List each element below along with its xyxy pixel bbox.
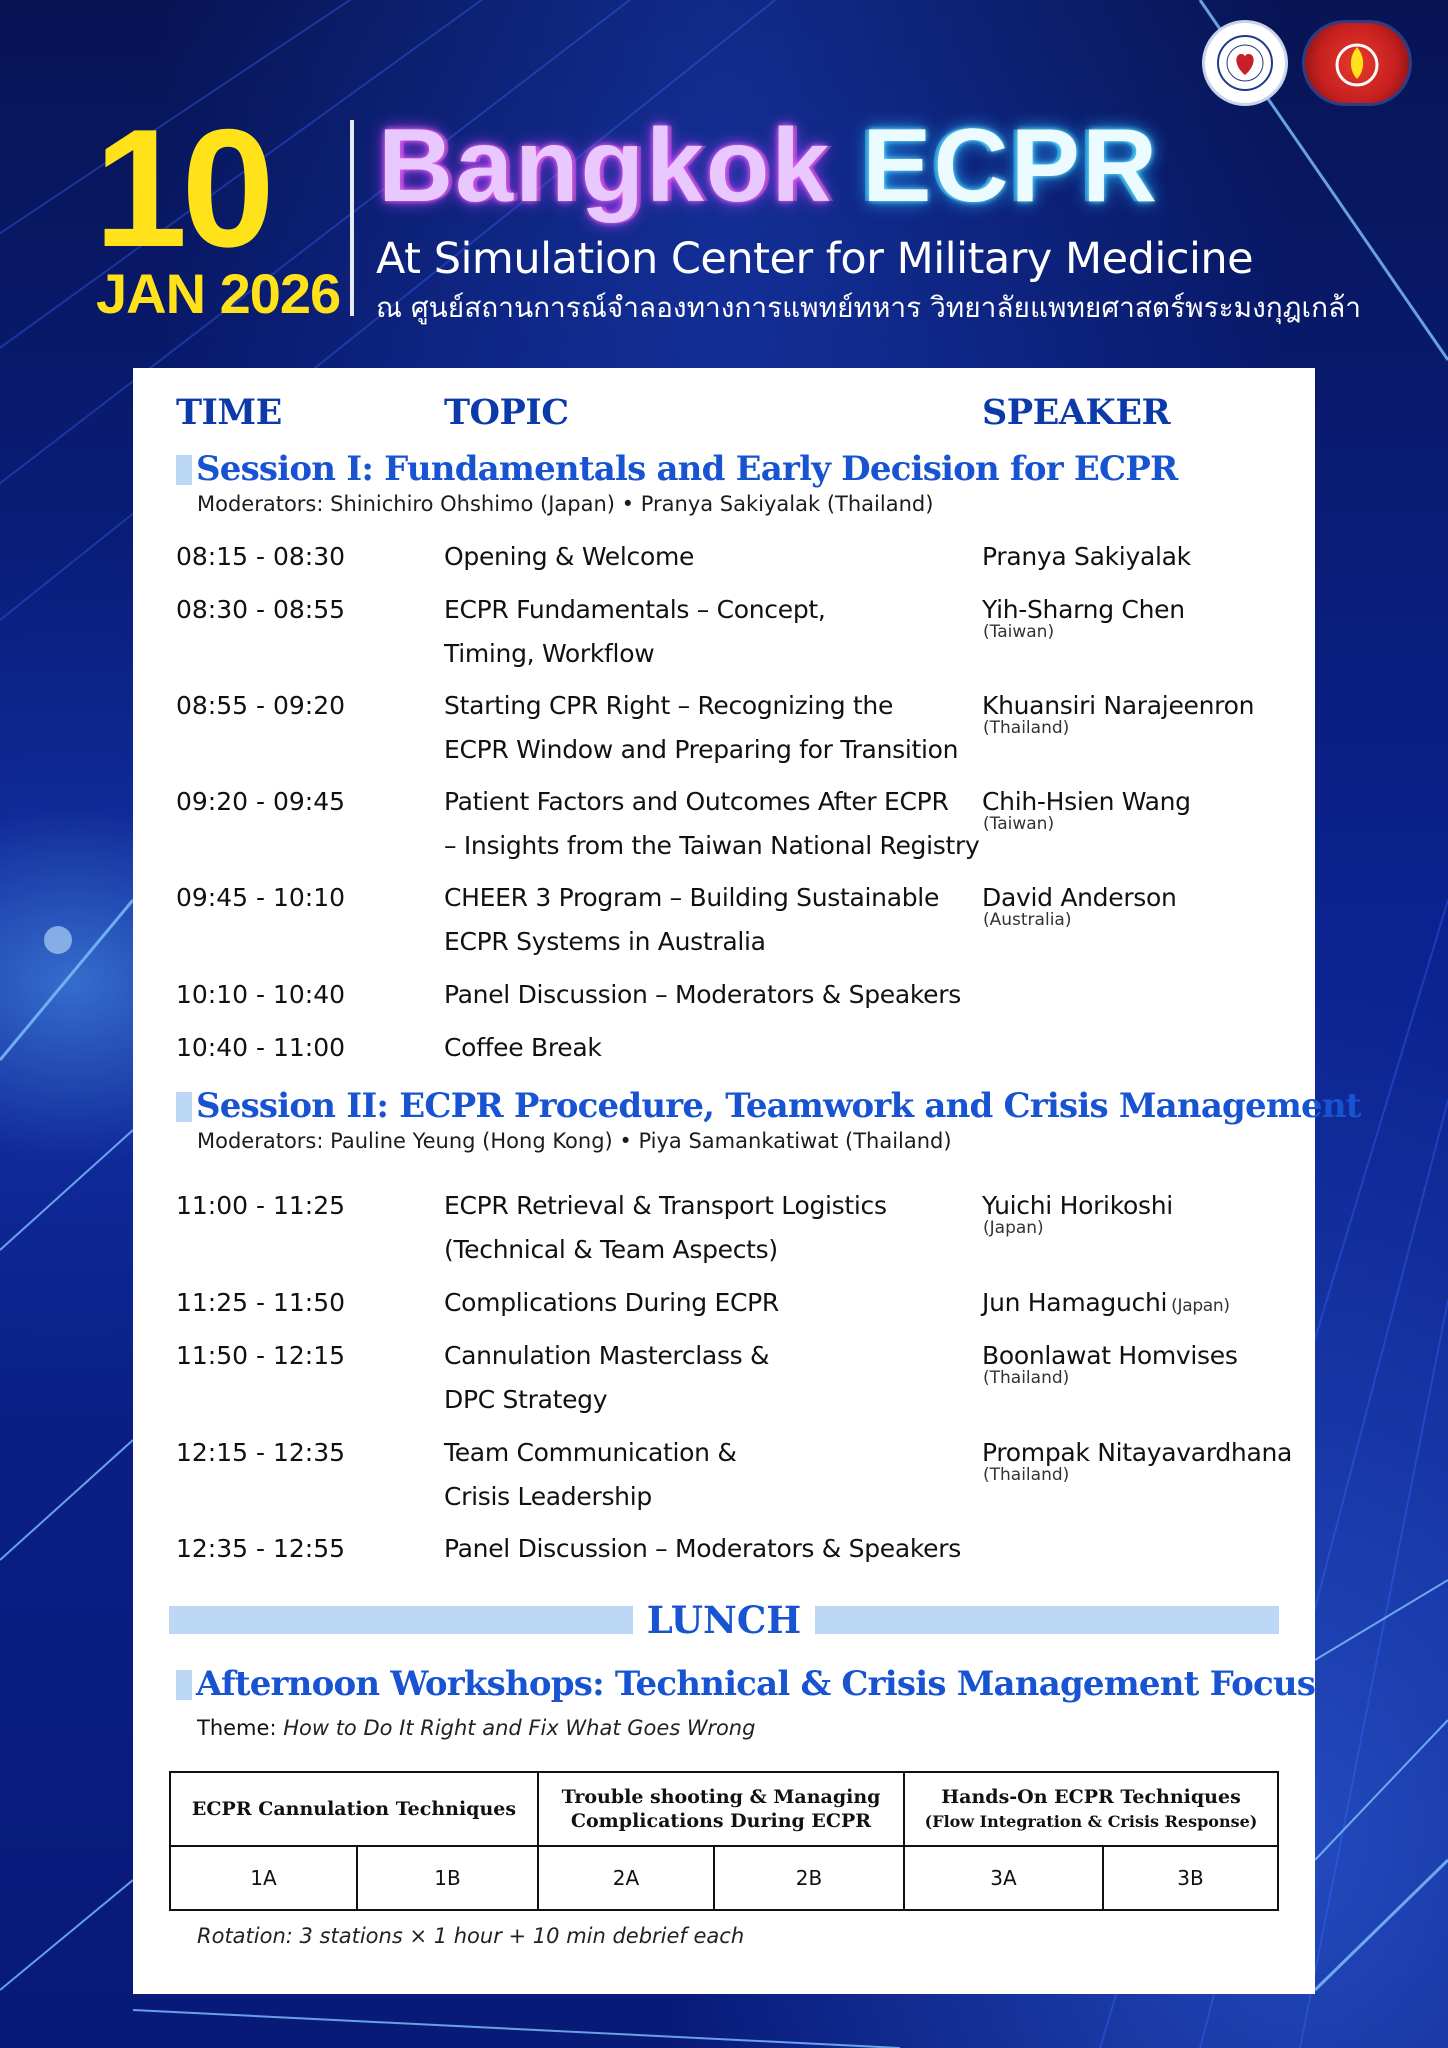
workshops-title: Afternoon Workshops: Technical & Crisis Management Focus xyxy=(196,1664,1316,1704)
station-1a: 1A xyxy=(170,1846,357,1910)
sponsor-logos xyxy=(1202,20,1412,106)
workshop-group-2-line1: Trouble shooting & Managing xyxy=(561,1786,881,1808)
station-2a: 2A xyxy=(538,1846,714,1910)
workshop-group-2 xyxy=(538,1772,904,1846)
row-time: 10:10 - 10:40 xyxy=(176,980,346,1009)
row-speaker: Pranya Sakiyalak xyxy=(982,542,1191,571)
session-2-moderators: Moderators: Pauline Yeung (Hong Kong) • Piya Samankatiwat (Thailand) xyxy=(197,1129,952,1153)
event-title-city: Bangkok xyxy=(378,108,832,224)
row-topic: Team Communication & xyxy=(444,1438,737,1467)
workshop-group-3-subtitle: (Flow Integration & Crisis Response) xyxy=(924,1811,1258,1831)
row-speaker: David Anderson xyxy=(982,883,1177,912)
column-header-speaker: SPEAKER xyxy=(982,392,1171,433)
row-speaker: Prompak Nitayavardhana xyxy=(982,1438,1293,1467)
row-topic-line2: Crisis Leadership xyxy=(444,1482,652,1511)
column-header-time: TIME xyxy=(176,392,282,433)
row-speaker-country: (Japan) xyxy=(983,1218,1044,1238)
event-title-ecpr: ECPR xyxy=(862,108,1160,224)
row-speaker: Yih-Sharng Chen xyxy=(982,595,1185,624)
row-topic: ECPR Fundamentals – Concept, xyxy=(444,595,826,624)
row-topic: Complications During ECPR xyxy=(444,1288,779,1317)
row-time: 12:35 - 12:55 xyxy=(176,1534,346,1563)
row-time: 10:40 - 11:00 xyxy=(176,1033,346,1062)
row-topic: ECPR Retrieval & Transport Logistics xyxy=(444,1191,887,1220)
row-time: 12:15 - 12:35 xyxy=(176,1438,346,1467)
row-time: 09:20 - 09:45 xyxy=(176,787,346,816)
row-speaker-country: (Taiwan) xyxy=(983,622,1055,642)
rotation-note: Rotation: 3 stations × 1 hour + 10 min debrief each xyxy=(197,1924,745,1948)
society-seal-logo xyxy=(1202,20,1288,106)
venue-subtitle: At Simulation Center for Military Medicine xyxy=(376,234,1254,284)
row-speaker-country: (Japan) xyxy=(1171,1296,1230,1316)
row-topic-line2: – Insights from the Taiwan National Registry xyxy=(444,831,980,860)
workshop-group-3-line2 xyxy=(906,1809,1276,1834)
row-topic-line2: (Technical & Team Aspects) xyxy=(444,1235,778,1264)
row-topic: Cannulation Masterclass & xyxy=(444,1341,770,1370)
event-month-year: JAN 2026 xyxy=(96,262,341,325)
table-header-row xyxy=(170,1772,1278,1846)
workshop-group-1: ECPR Cannulation Techniques xyxy=(170,1772,538,1846)
station-1b: 1B xyxy=(357,1846,538,1910)
row-time: 11:25 - 11:50 xyxy=(176,1288,346,1317)
row-speaker-country: (Australia) xyxy=(983,910,1072,930)
row-time: 08:55 - 09:20 xyxy=(176,691,346,720)
row-time: 11:00 - 11:25 xyxy=(176,1191,346,1220)
row-time: 09:45 - 10:10 xyxy=(176,883,346,912)
lunch-label xyxy=(0,1598,1448,1642)
station-2b: 2B xyxy=(714,1846,904,1910)
lunch-label-text: LUNCH xyxy=(633,1598,816,1642)
theme-label: Theme xyxy=(197,1716,270,1740)
row-speaker-country: (Thailand) xyxy=(983,1368,1070,1388)
station-3a: 3A xyxy=(904,1846,1103,1910)
row-speaker-country: (Thailand) xyxy=(983,718,1070,738)
row-topic-line2: DPC Strategy xyxy=(444,1385,608,1414)
row-speaker-country: (Thailand) xyxy=(983,1465,1070,1485)
event-title xyxy=(378,108,1160,224)
row-speaker: Yuichi Horikoshi xyxy=(982,1191,1173,1220)
header-divider xyxy=(350,120,354,316)
session-1-moderators: Moderators: Shinichiro Ohshimo (Japan) • Pranya Sakiyalak (Thailand) xyxy=(197,492,934,516)
row-topic: Panel Discussion – Moderators & Speakers xyxy=(444,980,961,1009)
row-topic: Coffee Break xyxy=(444,1033,602,1062)
workshop-group-3 xyxy=(904,1772,1278,1846)
event-day: 10 xyxy=(94,94,269,282)
row-topic: Starting CPR Right – Recognizing the xyxy=(444,691,894,720)
row-topic: Opening & Welcome xyxy=(444,542,695,571)
row-topic: Panel Discussion – Moderators & Speakers xyxy=(444,1534,961,1563)
workshop-stations-table xyxy=(169,1771,1279,1911)
row-speaker: Chih-Hsien Wang xyxy=(982,787,1191,816)
row-speaker: Khuansiri Narajeenron xyxy=(982,691,1255,720)
column-header-topic: TOPIC xyxy=(444,392,569,433)
row-time: 08:30 - 08:55 xyxy=(176,595,346,624)
row-topic-line2: Timing, Workflow xyxy=(444,639,655,668)
row-topic: Patient Factors and Outcomes After ECPR xyxy=(444,787,949,816)
workshop-group-2-line2: Complications During ECPR xyxy=(570,1810,872,1832)
row-speaker xyxy=(982,1281,1230,1328)
row-speaker-name: Jun Hamaguchi xyxy=(982,1288,1168,1317)
station-3b: 3B xyxy=(1103,1846,1278,1910)
row-topic: CHEER 3 Program – Building Sustainable xyxy=(444,883,940,912)
row-time: 08:15 - 08:30 xyxy=(176,542,346,571)
row-time: 11:50 - 12:15 xyxy=(176,1341,346,1370)
row-topic-line2: ECPR Window and Preparing for Transition xyxy=(444,735,959,764)
row-topic-line2: ECPR Systems in Australia xyxy=(444,927,766,956)
row-speaker: Boonlawat Homvises xyxy=(982,1341,1238,1370)
workshop-group-3-line1: Hands-On ECPR Techniques xyxy=(941,1785,1241,1808)
theme-value: How to Do It Right and Fix What Goes Wrong xyxy=(283,1716,756,1740)
elso-asia-pacific-logo xyxy=(1302,20,1412,106)
row-speaker-country: (Taiwan) xyxy=(983,814,1055,834)
venue-subtitle-thai: ณ ศูนย์สถานการณ์จำลองทางการแพทย์ทหาร วิทยาลัยแพทยศาสตร์พระมงกุฎเกล้า xyxy=(376,291,1361,324)
table-row xyxy=(170,1846,1278,1910)
session-1-title: Session I: Fundamentals and Early Decision for ECPR xyxy=(196,449,1178,489)
session-2-title: Session II: ECPR Procedure, Teamwork and Crisis Management xyxy=(196,1086,1361,1126)
workshops-theme: Theme: How to Do It Right and Fix What Goes Wrong xyxy=(197,1716,756,1740)
